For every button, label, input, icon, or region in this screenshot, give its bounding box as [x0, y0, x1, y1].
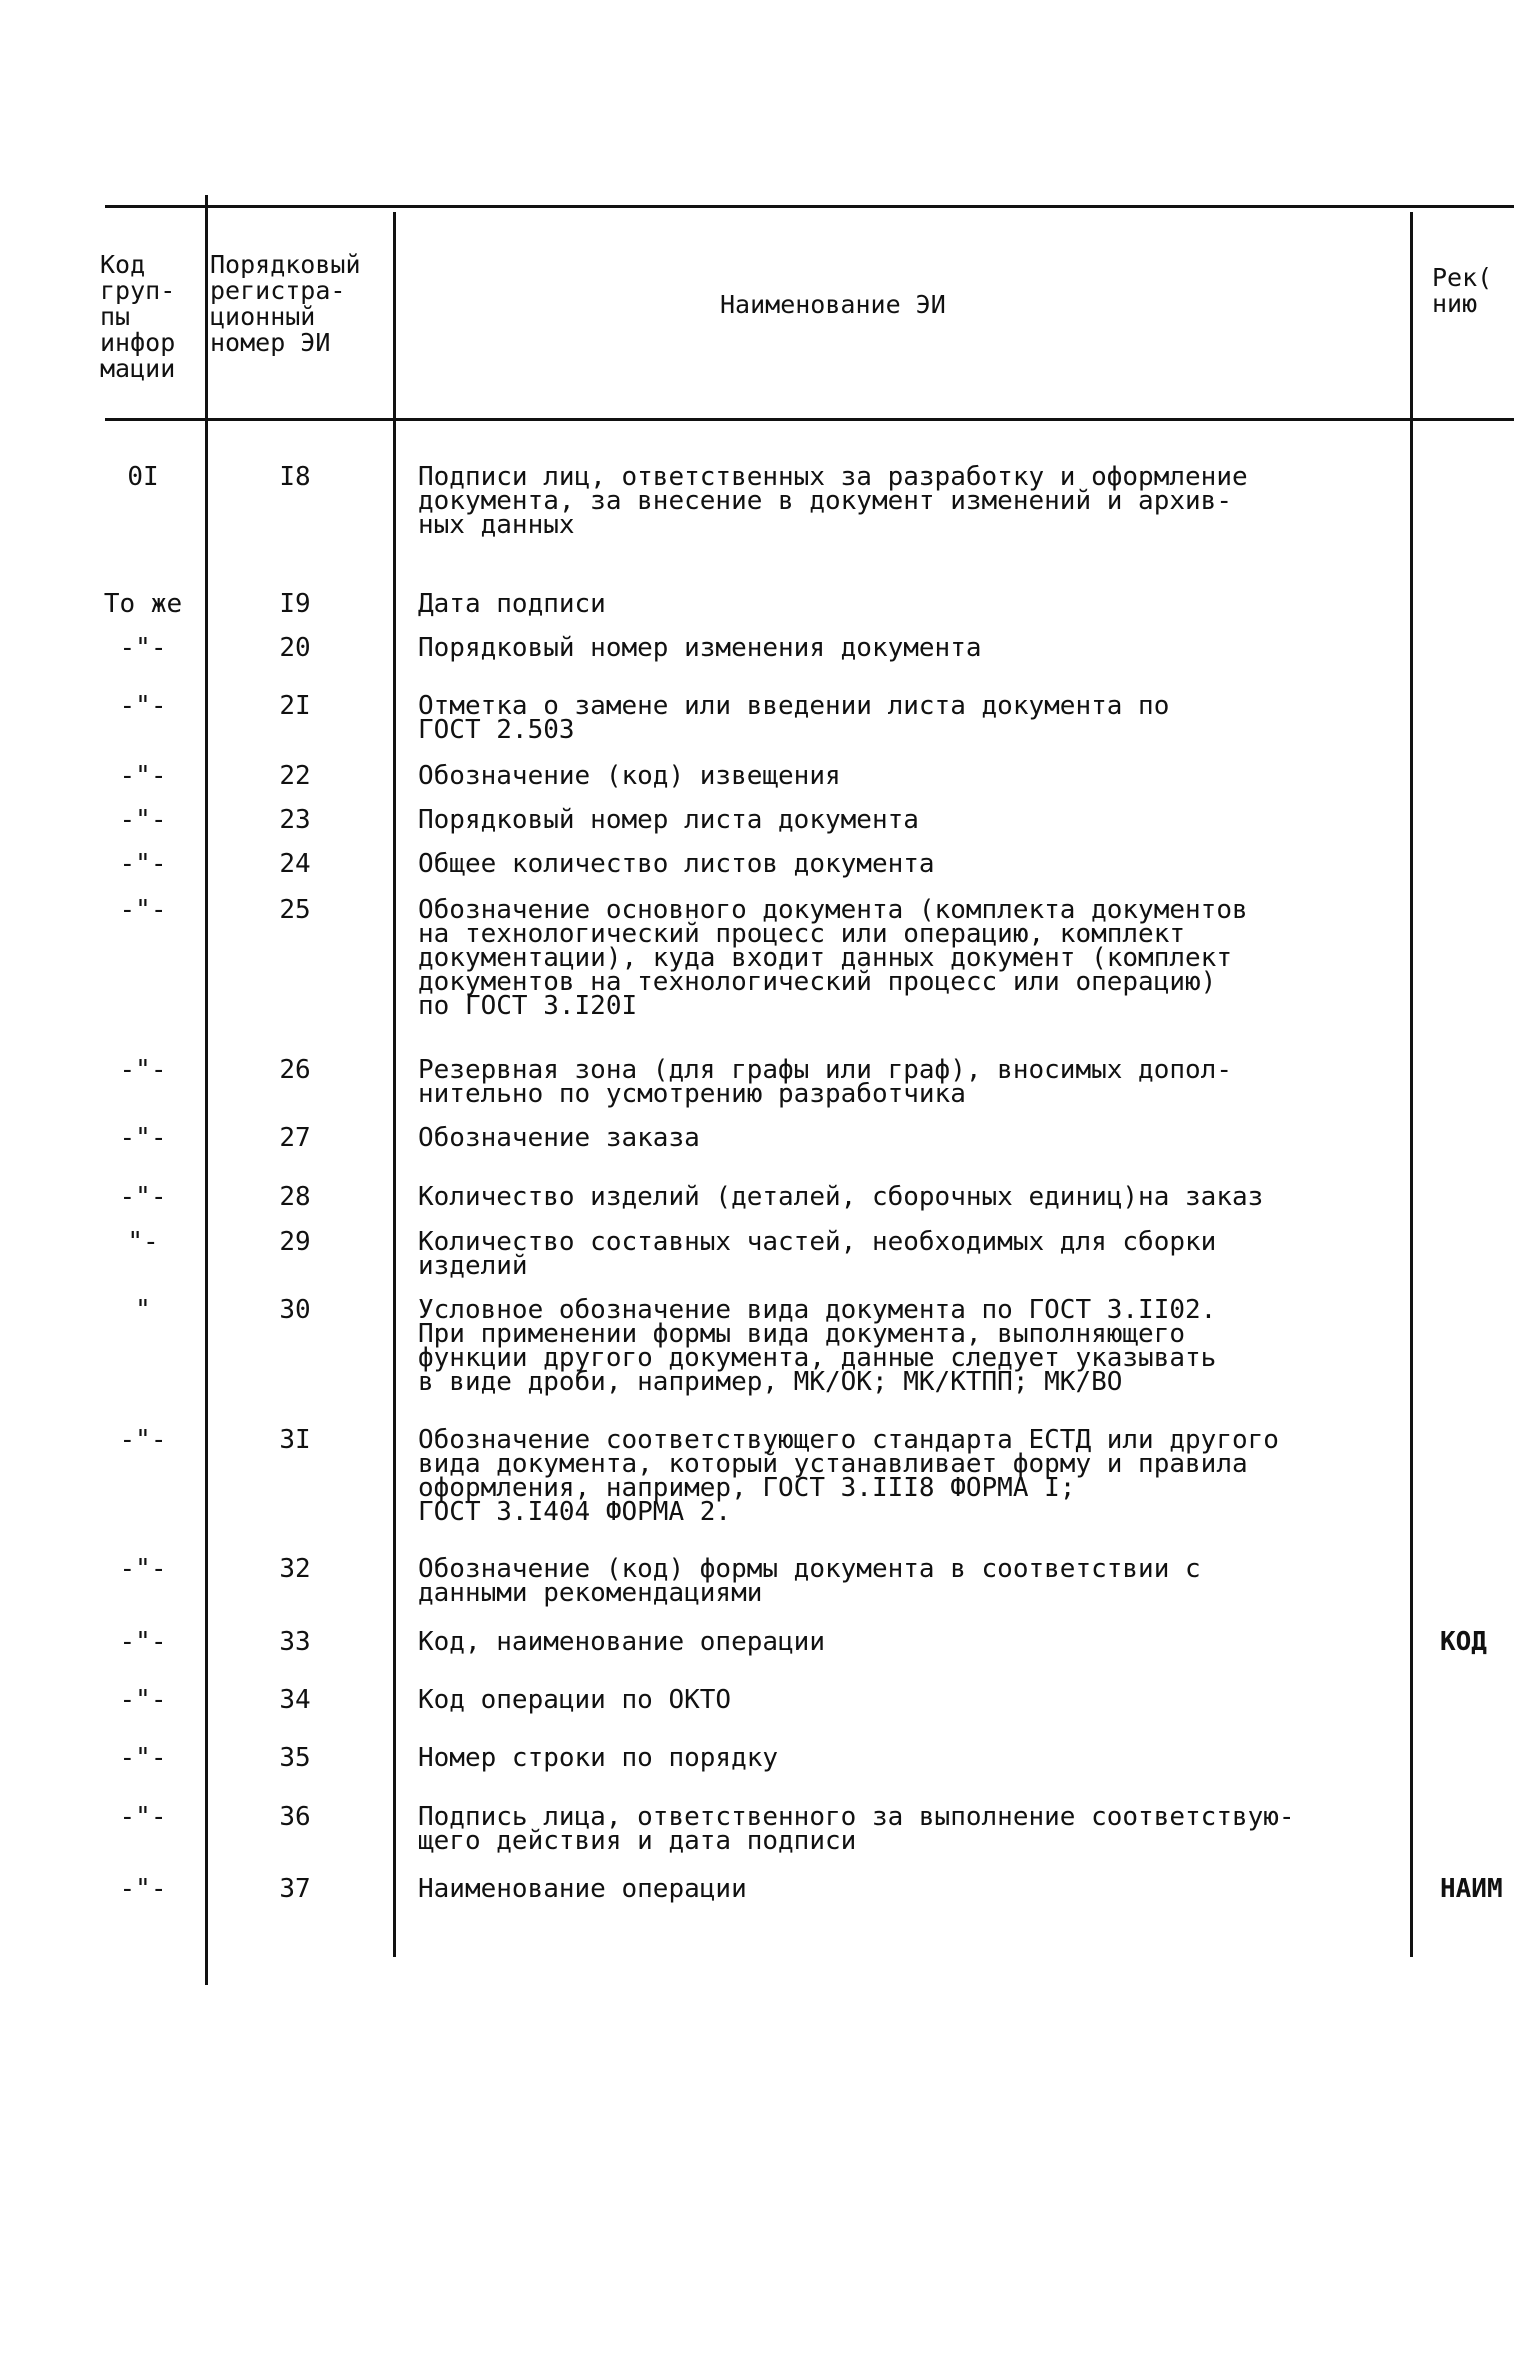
row-group-code: -"-	[119, 1055, 167, 1085]
row-reg-number: 29	[279, 1227, 311, 1257]
row-reg-number: I8	[279, 462, 311, 492]
row-recommendation: НАИМ	[1440, 1874, 1503, 1904]
row-name: Условное обозначение вида документа по ГОСТ 3.II02. При применении формы вида документа, выполняющего функции другого документа, данные следует указывать в виде дроби, например, МК/ОК; МК/КТПП; МК/ВО	[418, 1295, 1217, 1397]
row-reg-number: 20	[279, 633, 311, 663]
row-name: Обозначение соответствующего стандарта ЕСТД или другого вида документа, который устанавливает форму и правила оформления, например, ГОСТ 3.III8 ФОРМА I; ГОСТ 3.I404 ФОРМА 2.	[418, 1425, 1279, 1527]
row-reg-number: 32	[279, 1554, 311, 1584]
row-reg-number: I9	[279, 589, 311, 619]
row-reg-number: 27	[279, 1123, 311, 1153]
row-group-code: -"-	[119, 1802, 167, 1832]
row-reg-number: 2I	[279, 691, 311, 721]
row-reg-number: 35	[279, 1743, 311, 1773]
row-reg-number: 25	[279, 895, 311, 925]
table-top-rule	[105, 205, 1514, 208]
header-bottom-rule	[105, 418, 1514, 421]
row-name: Обозначение (код) формы документа в соответствии с данными рекомендациями	[418, 1554, 1201, 1608]
row-reg-number: 37	[279, 1874, 311, 1904]
row-name: Порядковый номер изменения документа	[418, 633, 982, 663]
row-reg-number: 33	[279, 1627, 311, 1657]
row-name: Резервная зона (для графы или граф), вносимых допол- нительно по усмотрению разработчика	[418, 1055, 1232, 1109]
row-group-code: -"-	[119, 1554, 167, 1584]
row-reg-number: 28	[279, 1182, 311, 1212]
row-group-code: То же	[103, 589, 183, 619]
row-group-code: -"-	[119, 1874, 167, 1904]
row-reg-number: 36	[279, 1802, 311, 1832]
row-group-code: -"-	[119, 895, 167, 925]
row-reg-number: 30	[279, 1295, 311, 1325]
row-group-code: -"-	[119, 1627, 167, 1657]
row-name: Порядковый номер листа документа	[418, 805, 919, 835]
row-group-code: -"-	[119, 849, 167, 879]
row-name: Номер строки по порядку	[418, 1743, 779, 1773]
header-reg-number: Порядковый регистра- ционный номер ЭИ	[210, 250, 361, 357]
row-group-code: -"-	[119, 1123, 167, 1153]
column-divider-3	[1410, 212, 1413, 1957]
row-name: Подпись лица, ответственного за выполнение соответствую- щего действия и дата подписи	[418, 1802, 1295, 1856]
row-reg-number: 34	[279, 1685, 311, 1715]
row-group-code: -"-	[119, 633, 167, 663]
row-group-code: "	[135, 1295, 151, 1325]
header-recommendation: Рек( нию	[1432, 263, 1493, 318]
row-reg-number: 24	[279, 849, 311, 879]
row-group-code: -"-	[119, 805, 167, 835]
row-group-code: -"-	[119, 1743, 167, 1773]
row-name: Дата подписи	[418, 589, 606, 619]
row-reg-number: 3I	[279, 1425, 311, 1455]
row-group-code: 0I	[127, 462, 159, 492]
header-name: Наименование ЭИ	[720, 290, 946, 319]
row-name: Количество изделий (деталей, сборочных единиц)на заказ	[418, 1182, 1264, 1212]
row-recommendation: КОД	[1440, 1627, 1487, 1657]
row-group-code: -"-	[119, 1425, 167, 1455]
row-name: Общее количество листов документа	[418, 849, 935, 879]
row-name: Обозначение (код) извещения	[418, 761, 841, 791]
row-name: Количество составных частей, необходимых для сборки изделий	[418, 1227, 1217, 1281]
row-group-code: -"-	[119, 761, 167, 791]
row-name: Подписи лиц, ответственных за разработку и оформление документа, за внесение в документ изменений и архив- ных данных	[418, 462, 1248, 540]
row-group-code: -"-	[119, 1182, 167, 1212]
row-name: Код, наименование операции	[418, 1627, 825, 1657]
row-reg-number: 23	[279, 805, 311, 835]
header-group-code: Код груп- пы инфор мации	[100, 250, 176, 383]
row-name: Отметка о замене или введении листа документа по ГОСТ 2.503	[418, 691, 1170, 745]
row-group-code: -"-	[119, 1685, 167, 1715]
row-reg-number: 26	[279, 1055, 311, 1085]
row-name: Обозначение основного документа (комплекта документов на технологический процесс или операцию, комплект документации), куда входит данных документ (комплект документов на технологический процесс или операцию) по ГОСТ 3.I20I	[418, 895, 1248, 1021]
column-divider-1	[205, 195, 208, 1985]
row-group-code: -"-	[119, 691, 167, 721]
row-name: Обозначение заказа	[418, 1123, 700, 1153]
row-name: Наименование операции	[418, 1874, 747, 1904]
row-group-code: "-	[127, 1227, 159, 1257]
row-reg-number: 22	[279, 761, 311, 791]
column-divider-2	[393, 212, 396, 1957]
row-name: Код операции по ОКТО	[418, 1685, 732, 1715]
